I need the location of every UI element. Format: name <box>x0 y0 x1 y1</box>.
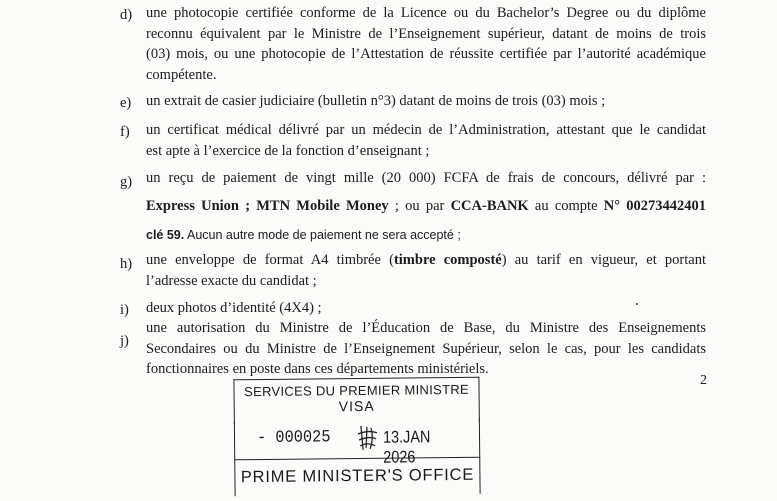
account-number: N° 00273442401 <box>603 197 706 214</box>
item-line: fonctionnaires en poste dans ces départements ministériels. <box>146 361 489 377</box>
item-line: un certificat médical délivré par un médecin de l’Administration, attestant que le candidat <box>146 122 706 138</box>
bank-name: CCA-BANK <box>450 197 529 214</box>
account-key: clé 59. <box>146 228 185 242</box>
item-line: est apte à l’exercice de la fonction d’enseignant ; <box>146 142 430 159</box>
item-letter: j) <box>120 333 129 349</box>
stamp-footer <box>234 457 480 497</box>
item-line: clé 59. Aucun autre mode de paiement ne sera accepté ; <box>146 228 461 242</box>
stamp-office-name: PRIME MINISTER'S OFFICE <box>240 465 475 487</box>
stamp-number: - 000025 <box>256 428 331 449</box>
item-letter: f) <box>120 124 130 140</box>
item-line: reconnu équivalent par le Ministre de l’Enseignement supérieur, datant de moins de trois <box>146 25 706 42</box>
item-letter: i) <box>120 302 129 318</box>
item-letter: h) <box>120 256 133 272</box>
item-line: Secondaires ou du Ministre de l’Enseignement Supérieur, selon le cas, pour les candidats <box>146 340 706 357</box>
stamp-service-title: SERVICES DU PREMIER MINISTRE <box>244 381 470 400</box>
item-letter: d) <box>120 7 133 23</box>
item-line: un extrait de casier judiciaire (bulletin n°3) datant de moins de trois (03) mois ; <box>146 93 606 109</box>
item-letter: e) <box>120 95 132 111</box>
item-line: Express Union ; MTN Mobile Money ; ou par CCA-BANK au compte N° 00273442401 <box>146 197 706 214</box>
item-letter: g) <box>120 174 133 190</box>
stamp-type: timbre composté <box>393 252 502 268</box>
page-number: 2 <box>700 373 707 388</box>
stamp-date: 13.JAN 2026 <box>382 427 431 467</box>
item-line: (03) mois, ou une photocopie de l’Attestation de réussite certifiée par l’autorité académique <box>146 46 706 62</box>
signature-icon <box>357 424 379 452</box>
stamp-visa-label: VISA <box>338 397 375 415</box>
ink-speck <box>636 303 638 305</box>
item-line: compétente. <box>146 66 217 83</box>
stamp-date-row <box>234 419 480 467</box>
stamp-header <box>233 377 479 425</box>
item-line: une autorisation du Ministre de l’Éducation de Base, du Ministre des Enseignements <box>146 320 706 336</box>
item-line: un reçu de paiement de vingt mille (20 000) FCFA de frais de concours, délivré par : <box>146 170 706 186</box>
item-line: l’adresse exacte du candidat ; <box>146 272 317 289</box>
item-line: deux photos d’identité (4X4) ; <box>146 300 322 316</box>
visa-stamp <box>233 369 480 501</box>
payment-providers: Express Union ; MTN Mobile Money <box>146 197 389 214</box>
item-line: une photocopie certifiée conforme de la Licence ou du Bachelor’s Degree ou du diplôme <box>146 5 706 21</box>
item-line: une enveloppe de format A4 timbrée (timbre composté) au tarif en vigueur, et portant <box>146 252 706 268</box>
